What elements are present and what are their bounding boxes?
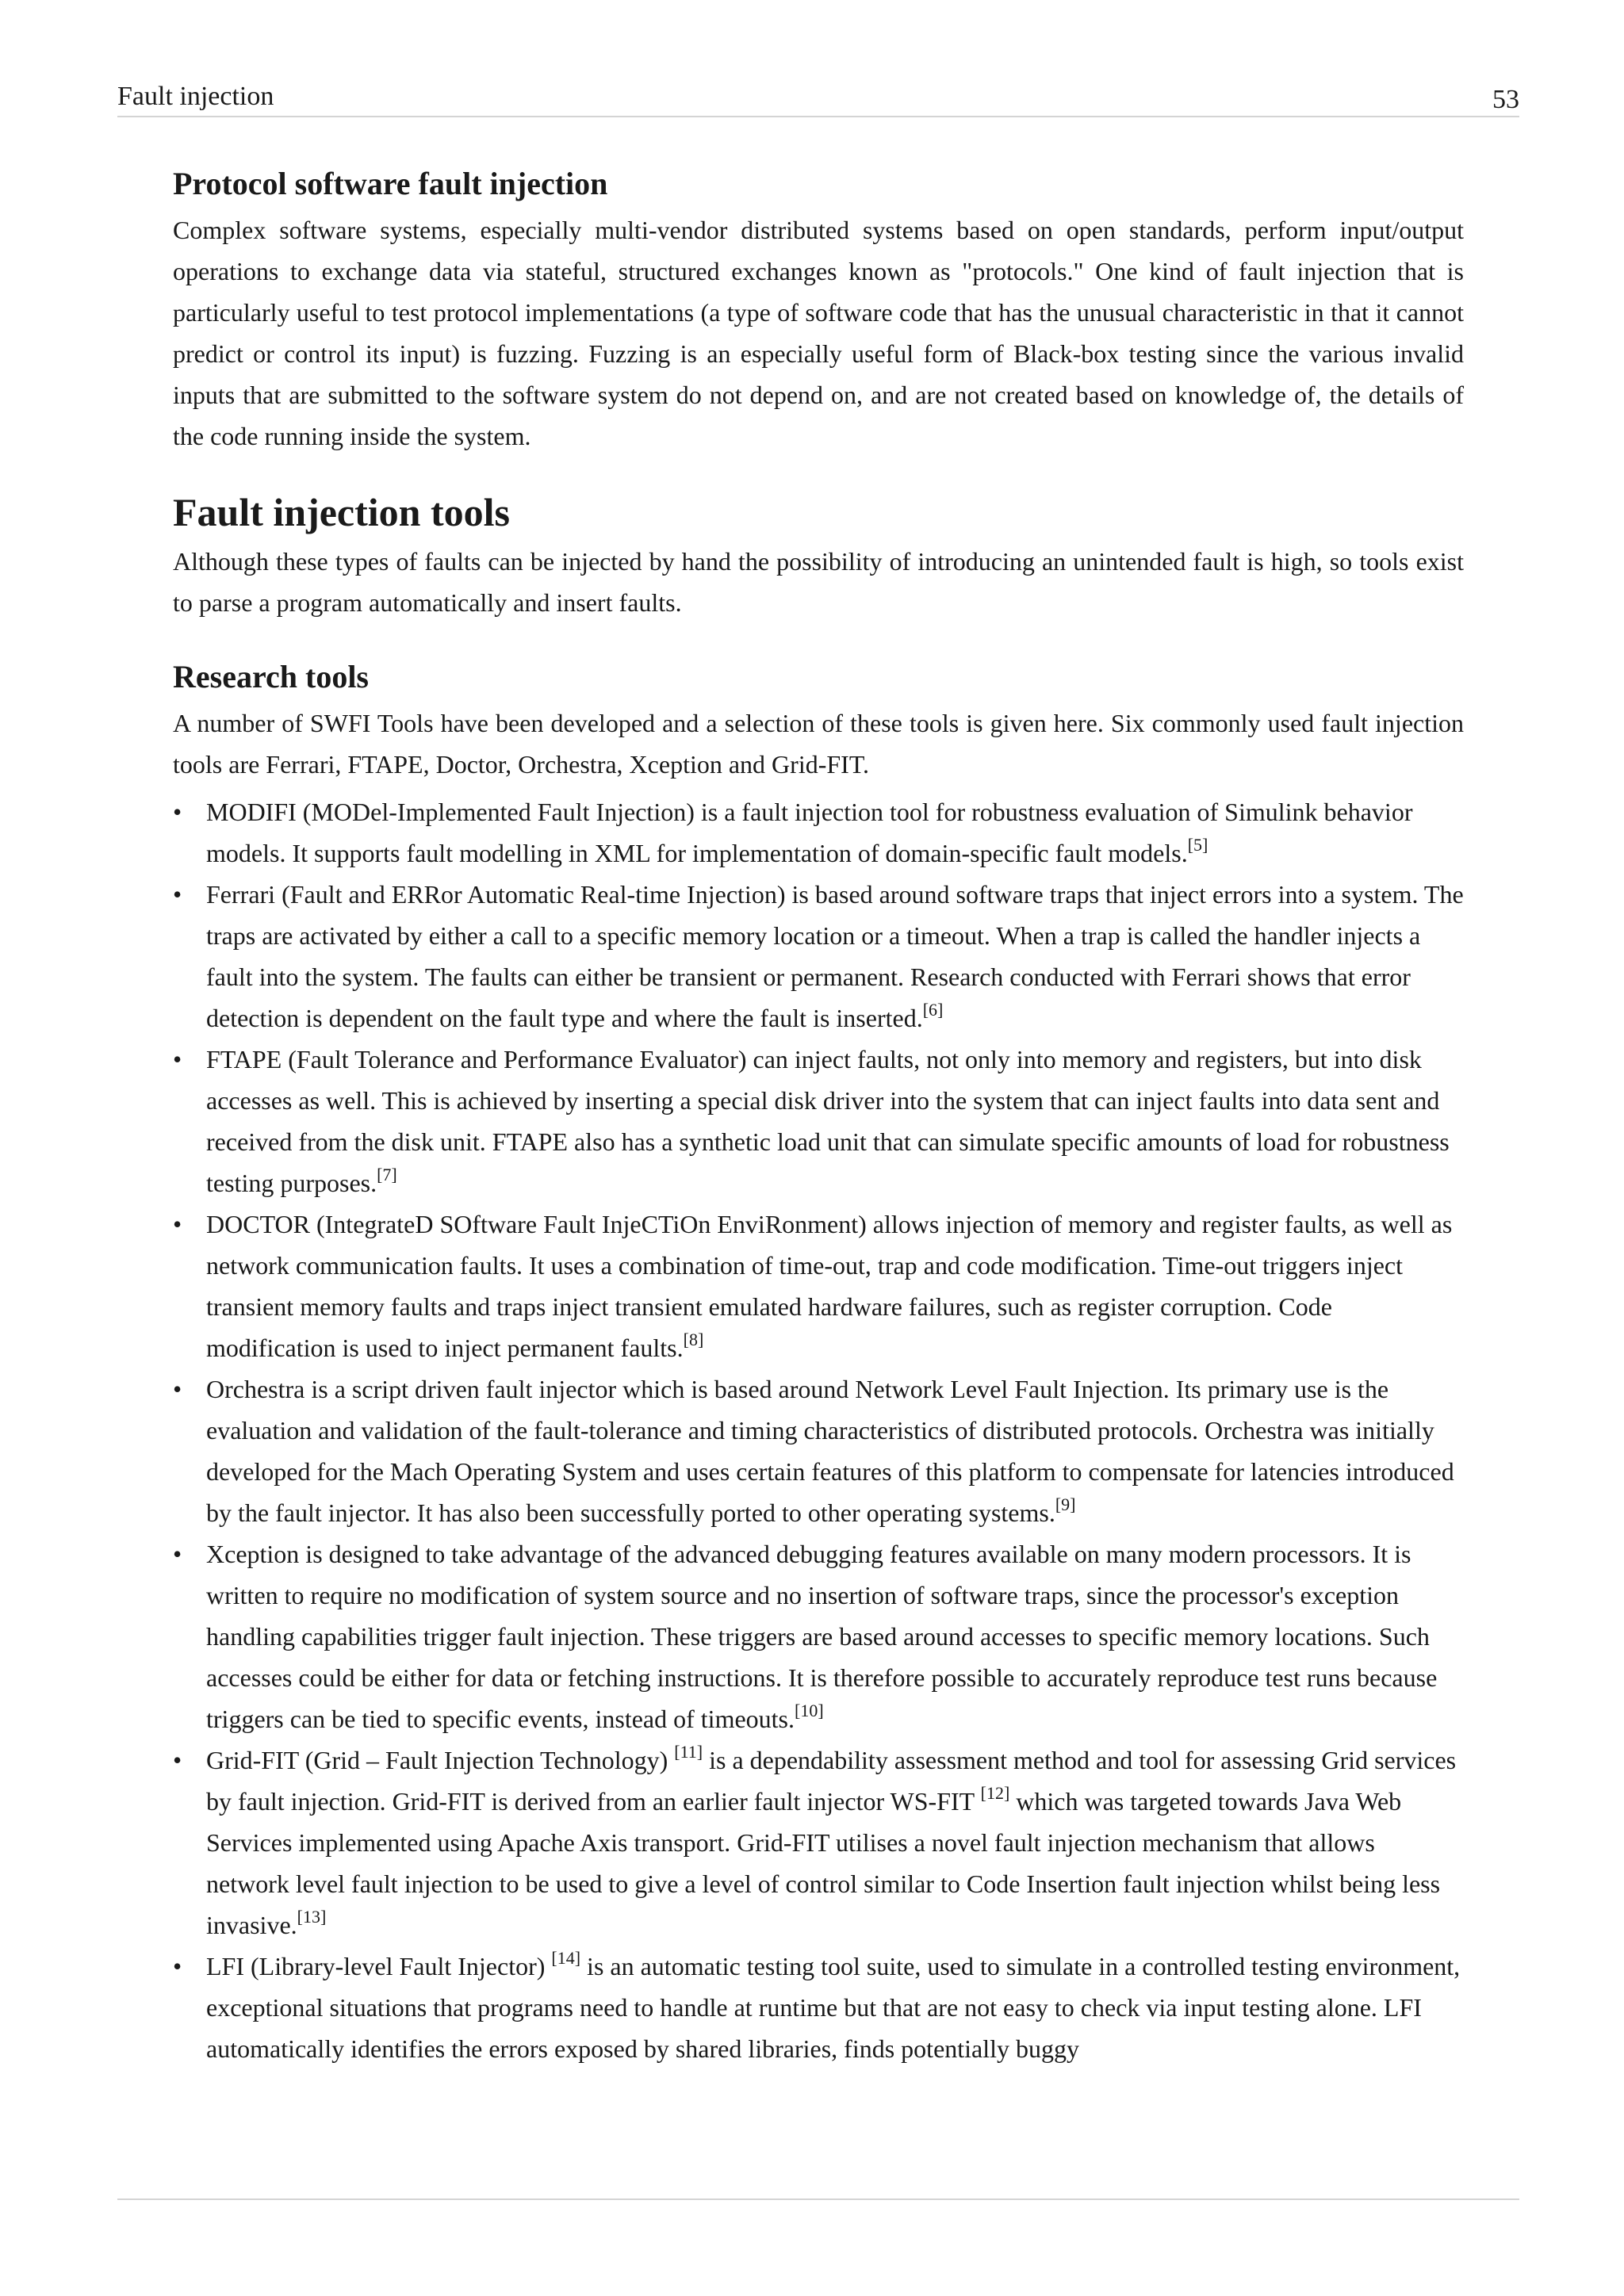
list-item-doctor <box>173 1203 1464 1368</box>
list-item-text: is a dependability assessment method and tool for assessing Grid services by fault injection. Grid-FIT is derived from an earlier fault injector WS-FIT <box>206 1746 1457 1816</box>
citation-link[interactable]: [7] <box>377 1165 397 1184</box>
list-item-text: FTAPE (Fault Tolerance and Performance Evaluator) can inject faults, not only into memory and registers, but into disk accesses as well. This is achieved by inserting a special disk driver into the system that can inject faults into data sent and received from the disk unit. FTAPE also has a synthetic load unit that can simulate specific amounts of load for robustness testing purposes. <box>206 1045 1450 1197</box>
citation-link[interactable]: [12] <box>980 1783 1010 1803</box>
citation-link[interactable]: [13] <box>297 1907 327 1927</box>
paragraph-fault-injection-tools: Although these types of faults can be injected by hand the possibility of introducing an unintended fault is high, so tools exist to parse a program automatically and insert faults. <box>173 547 1464 617</box>
running-title: Fault injection <box>117 82 274 111</box>
bullet-icon: • <box>173 1210 182 1238</box>
list-item-text: MODIFI (MODel-Implemented Fault Injection) is a fault injection tool for robustness evaluation of Simulink behavior models. It supports fault modelling in XML for implementation of domain-specific fault models. <box>206 798 1413 867</box>
list-item-text: LFI (Library-level Fault Injector) <box>206 1952 552 1980</box>
page-number: 53 <box>1492 85 1519 114</box>
list-item-text: Orchestra is a script driven fault injector which is based around Network Level Fault Injection. Its primary use is the evaluation and validation of the fault-tolerance and timing characteristics of distributed protocols. Orchestra was initially developed for the Mach Operating System and uses certain features of this platform to compensate for latencies introduced by the fault injector. It has also been successfully ported to other operating systems. <box>206 1375 1454 1527</box>
bullet-icon: • <box>173 1045 182 1073</box>
bullet-icon: • <box>173 1540 182 1568</box>
citation-link[interactable]: [9] <box>1055 1494 1076 1514</box>
citation-link[interactable]: [8] <box>683 1330 704 1349</box>
page-content <box>173 163 1464 2069</box>
bullet-icon: • <box>173 798 182 826</box>
citation-link[interactable]: [10] <box>795 1701 824 1720</box>
section-heading-fault-injection-tools: Fault injection tools <box>173 490 510 534</box>
list-item-text: which was targeted towards Java Web Services implemented using Apache Axis transport. Grid-FIT utilises a novel fault injection mechanism that allows network level fault injection to be used to give a level of control similar to Code Insertion fault injection whilst being less invasive. <box>206 1787 1441 1939</box>
list-item-lfi <box>173 1946 1464 2069</box>
citation-link[interactable]: [5] <box>1187 835 1208 855</box>
list-item-orchestra <box>173 1368 1464 1533</box>
list-item-text: Grid-FIT (Grid – Fault Injection Technology) <box>206 1746 675 1774</box>
research-tools-list <box>173 791 1464 2069</box>
list-item-modifi <box>173 791 1464 874</box>
section-heading-research-tools: Research tools <box>173 659 369 695</box>
list-item-text: Ferrari (Fault and ERRor Automatic Real-time Injection) is based around software traps that inject errors into a system. The traps are activated by either a call to a specific memory location or a timeout. When a trap is called the handler injects a fault into the system. The faults can either be transient or permanent. Research conducted with Ferrari shows that error detection is dependent on the fault type and where the fault is inserted. <box>206 880 1464 1032</box>
list-item-ferrari <box>173 874 1464 1039</box>
list-item-text: is an automatic testing tool suite, used to simulate in a controlled testing environment, exceptional situations that programs need to handle at runtime but that are not easy to check via input testing alone. LFI automatically identifies the errors exposed by shared libraries, finds potentially buggy <box>206 1952 1461 2063</box>
list-item-xception <box>173 1533 1464 1739</box>
footer-divider <box>117 2198 1519 2200</box>
bullet-icon: • <box>173 1375 182 1403</box>
citation-link[interactable]: [6] <box>922 1000 944 1020</box>
list-item-text: Xception is designed to take advantage of the advanced debugging features available on many modern processors. It is written to require no modification of system source and no insertion of software traps, since the processor's exception handling capabilities trigger fault injection. These triggers are based around accesses to specific memory locations. Such accesses could be either for data or fetching instructions. It is therefore possible to accurately reproduce test runs because triggers can be tied to specific events, instead of timeouts. <box>206 1540 1438 1733</box>
list-item-text: DOCTOR (IntegrateD SOftware Fault InjeCTiOn EnviRonment) allows injection of memory and register faults, as well as network communication faults. It uses a combination of time-out, trap and code modification. Time-out triggers inject transient memory faults and traps inject transient emulated hardware failures, such as register corruption. Code modification is used to inject permanent faults. <box>206 1210 1453 1362</box>
bullet-icon: • <box>173 1952 182 1980</box>
list-item-grid-fit <box>173 1739 1464 1946</box>
paragraph-research-tools: A number of SWFI Tools have been developed and a selection of these tools is given here. Six commonly used fault injection tools are Ferrari, FTAPE, Doctor, Orchestra, Xception and Grid-FIT. <box>173 709 1464 779</box>
citation-link[interactable]: [14] <box>551 1948 581 1968</box>
page-header <box>117 79 1519 117</box>
section-heading-protocol-fuzzing: Protocol software fault injection <box>173 166 608 201</box>
bullet-icon: • <box>173 880 182 909</box>
paragraph-protocol-fuzzing: Complex software systems, especially multi-vendor distributed systems based on open standards, perform input/output operations to exchange data via stateful, structured exchanges known as "protocols." One kind of fault injection that is particularly useful to test protocol implementations (a type of software code that has the unusual characteristic in that it cannot predict or control its input) is fuzzing. Fuzzing is an especially useful form of Black-box testing since the various invalid inputs that are submitted to the software system do not depend on, and are not created based on knowledge of, the details of the code running inside the system. <box>173 216 1464 450</box>
list-item-ftape <box>173 1039 1464 1203</box>
citation-link[interactable]: [11] <box>674 1742 703 1762</box>
bullet-icon: • <box>173 1746 182 1774</box>
